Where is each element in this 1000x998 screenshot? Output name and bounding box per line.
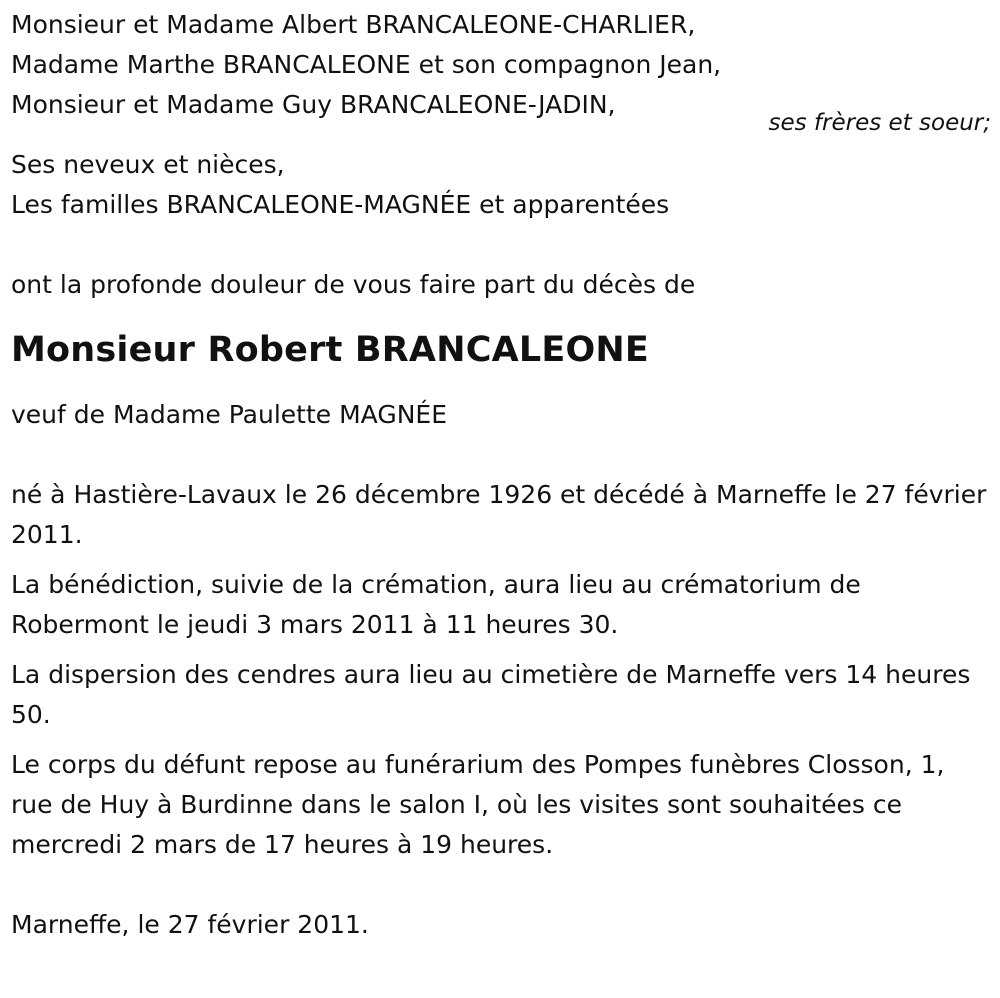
family-line-1: Monsieur et Madame Albert BRANCALEONE-CHARLIER, <box>11 10 696 39</box>
ceremony-paragraph: La bénédiction, suivie de la crémation, aura lieu au crématorium de Robermont le jeudi 3 mars 2011 à 11 heures 30. <box>11 570 861 639</box>
family-line-4: Ses neveux et nièces, <box>11 150 285 179</box>
spouse-note: veuf de Madame Paulette MAGNÉE <box>11 400 447 429</box>
ashes-paragraph: La dispersion des cendres aura lieu au cimetière de Marneffe vers 14 heures 50. <box>11 660 971 729</box>
birth-death-paragraph: né à Hastière-Lavaux le 26 décembre 1926 et décédé à Marneffe le 27 février 2011. <box>11 480 987 549</box>
announcement-text: ont la profonde douleur de vous faire part du décès de <box>11 270 696 299</box>
relation-note: ses frères et soeur; <box>768 110 991 136</box>
family-line-3: Monsieur et Madame Guy BRANCALEONE-JADIN, <box>11 90 616 119</box>
family-line-5: Les familles BRANCALEONE-MAGNÉE et apparentées <box>11 190 670 219</box>
signoff-date: Marneffe, le 27 février 2011. <box>11 910 369 939</box>
viewing-paragraph: Le corps du défunt repose au funérarium des Pompes funèbres Closson, 1, rue de Huy à Burdinne dans le salon I, où les visites sont souhaitées ce mercredi 2 mars de 17 heures à 19 heures. <box>11 750 945 859</box>
family-line-2: Madame Marthe BRANCALEONE et son compagnon Jean, <box>11 50 722 79</box>
deceased-name: Monsieur Robert BRANCALEONE <box>11 330 650 370</box>
death-notice <box>11 5 991 945</box>
